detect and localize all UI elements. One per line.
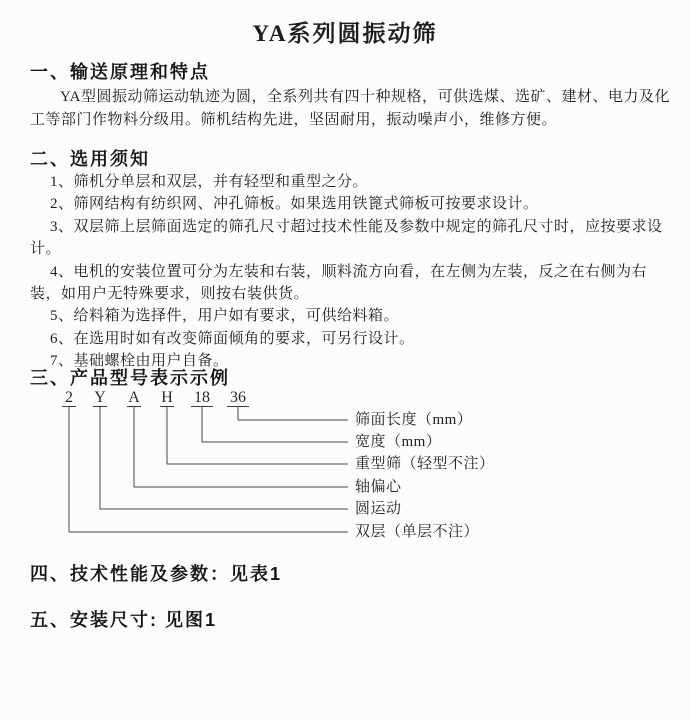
section3-heading: 三、产品型号表示示例 <box>30 368 230 388</box>
page-title: YA系列圆振动筛 <box>252 21 438 46</box>
note-item-3: 3、双层筛上层筛面选定的筛孔尺寸超过技术性能及参数中规定的筛孔尺寸时，应按要求设计。 <box>30 218 663 258</box>
section5-heading: 五、安装尺寸: 见图1 <box>30 610 218 630</box>
code-label-heavy-type: 重型筛（轻型不注） <box>355 456 495 472</box>
code-label-double-layer: 双层（单层不注） <box>355 524 480 540</box>
model-code-segment-motion: Y <box>94 389 106 406</box>
model-code-segment-width: 18 <box>191 390 213 407</box>
section1-heading: 一、输送原理和特点 <box>30 62 210 82</box>
note-item-5: 5、给料箱为选择件，用户如有要求，可供给料箱。 <box>50 308 400 325</box>
note-item-2: 2、筛网结构有纺织网、冲孔筛板。如果选用铁篦式筛板可按要求设计。 <box>50 196 539 213</box>
code-label-screen-length: 筛面长度（mm） <box>355 412 473 428</box>
diagram-connector-lines <box>0 390 690 550</box>
model-code-segment-layers: 2 <box>62 390 76 407</box>
note-item-6: 6、在选用时如有改变筛面倾角的要求，可另行设计。 <box>50 330 415 347</box>
section4-heading: 四、技术性能及参数：见表1 <box>30 564 283 584</box>
model-code-segment-length: 36 <box>227 390 249 407</box>
note-item-4: 4、电机的安装位置可分为左装和右装，顺料流方向看，在左侧为左装，反之在右侧为右装，如用户无特殊要求，则按右装供货。 <box>30 263 648 303</box>
note-item-1: 1、筛机分单层和双层，并有轻型和重型之分。 <box>50 174 369 190</box>
code-label-shaft-eccentric: 轴偏心 <box>355 479 402 495</box>
code-label-width: 宽度（mm） <box>355 434 442 450</box>
code-label-circular-motion: 圆运动 <box>355 501 402 517</box>
note-item-7: 7、基础螺栓由用户自备。 <box>50 353 229 370</box>
section2-heading: 二、选用须知 <box>30 149 150 169</box>
selection-notes-list <box>30 171 672 373</box>
model-code-segment-heavy: H <box>161 389 173 406</box>
model-code-segment-eccentric: A <box>128 389 140 406</box>
section1-paragraph: YA型圆振动筛运动轨迹为圆，全系列共有四十种规格，可供选煤、选矿、建材、电力及化工等部门作物料分级用。筛机结构先进，坚固耐用，振动噪声小，维修方便。 <box>30 89 671 128</box>
model-code-diagram <box>0 390 690 550</box>
